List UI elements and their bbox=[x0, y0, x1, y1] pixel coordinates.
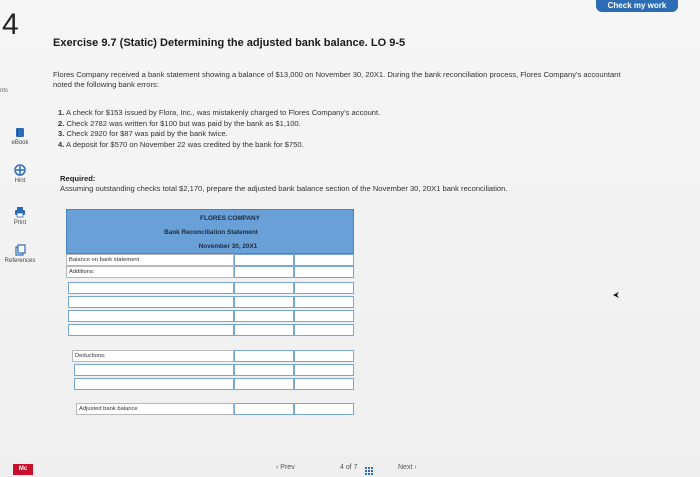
balance-amount-col1[interactable] bbox=[234, 254, 294, 266]
chevron-right-icon: › bbox=[414, 464, 417, 471]
adjusted-balance-label: Adjusted bank balance bbox=[76, 403, 234, 415]
addition-description-1[interactable] bbox=[68, 282, 234, 294]
addition-amount-2[interactable] bbox=[234, 296, 294, 308]
addition-total-1[interactable] bbox=[294, 282, 354, 294]
deduction-total-2[interactable] bbox=[294, 378, 354, 390]
deduction-description-1[interactable] bbox=[74, 364, 234, 376]
balance-label: Balance on bank statement bbox=[66, 254, 234, 266]
mouse-cursor-icon bbox=[612, 291, 620, 299]
deduction-amount-2[interactable] bbox=[234, 378, 294, 390]
sidebar-item-label: Print bbox=[13, 220, 27, 226]
list-item: 4. A deposit for $570 on November 22 was credited by the bank for $750. bbox=[58, 139, 304, 149]
required-label: Required: bbox=[60, 174, 96, 183]
chevron-left-icon: ‹ bbox=[276, 464, 279, 471]
intro-text: Flores Company received a bank statement showing a balance of $13,000 on November 30, 20X1. During the bank reconciliation process, Flores Company's accountant noted the following bank errors: bbox=[53, 70, 621, 89]
sidebar-item-print[interactable] bbox=[0, 206, 40, 226]
page-indicator: 4 of 7 bbox=[340, 464, 358, 471]
deductions-label: Deductions: bbox=[72, 350, 234, 362]
grid-icon[interactable] bbox=[365, 467, 373, 475]
deductions-header-total bbox=[294, 350, 354, 362]
sidebar-item-label: eBook bbox=[11, 140, 29, 146]
deduction-description-2[interactable] bbox=[74, 378, 234, 390]
errors-list bbox=[58, 108, 578, 150]
list-item: 1. A check for $153 issued by Flora, Inc., was mistakenly charged to Flores Company's account. bbox=[58, 108, 381, 117]
sidebar-item-ebook[interactable] bbox=[0, 126, 40, 146]
list-item: 2. Check 2782 was written for $100 but was paid by the bank as $1,100. bbox=[58, 118, 301, 128]
statement-name: Bank Reconciliation Statement bbox=[164, 229, 258, 236]
required-text: Assuming outstanding checks total $2,170, prepare the adjusted bank balance section of the November 30, 20X1 bank reconciliation. bbox=[60, 184, 508, 193]
addition-amount-4[interactable] bbox=[234, 324, 294, 336]
additions-header-amount bbox=[234, 266, 294, 278]
deductions-header-amount bbox=[234, 350, 294, 362]
addition-description-3[interactable] bbox=[68, 310, 234, 322]
hint-icon bbox=[14, 164, 26, 176]
addition-amount-1[interactable] bbox=[234, 282, 294, 294]
mcgraw-hill-logo: Mc bbox=[13, 464, 33, 475]
company-name: FLORES COMPANY bbox=[200, 215, 260, 222]
deduction-amount-1[interactable] bbox=[234, 364, 294, 376]
sidebar-item-hint[interactable] bbox=[0, 164, 40, 184]
list-item: 3. Check 2920 for $87 was paid by the bank twice. bbox=[58, 129, 228, 138]
adjusted-balance-col1[interactable] bbox=[234, 403, 294, 415]
balance-amount-input[interactable] bbox=[294, 254, 354, 266]
prev-button[interactable]: ‹ Prev bbox=[276, 464, 295, 471]
addition-description-2[interactable] bbox=[68, 296, 234, 308]
sidebar-item-label: References bbox=[4, 258, 36, 264]
check-my-work-button[interactable]: Check my work bbox=[596, 0, 678, 12]
next-button[interactable]: Next › bbox=[398, 464, 417, 471]
question-number: 4 bbox=[2, 8, 19, 41]
additions-label: Additions: bbox=[66, 266, 234, 278]
sidebar-item-references[interactable] bbox=[0, 244, 40, 264]
adjusted-balance-input[interactable] bbox=[294, 403, 354, 415]
references-icon bbox=[14, 244, 26, 256]
addition-total-3[interactable] bbox=[294, 310, 354, 322]
statement-date: November 30, 20X1 bbox=[198, 243, 258, 250]
points-label: nts bbox=[0, 88, 9, 94]
addition-total-4[interactable] bbox=[294, 324, 354, 336]
exercise-title: Exercise 9.7 (Static) Determining the adjusted bank balance. LO 9-5 bbox=[53, 37, 406, 49]
sidebar-item-label: Hint bbox=[14, 178, 26, 184]
addition-total-2[interactable] bbox=[294, 296, 354, 308]
table-header bbox=[66, 209, 354, 254]
deduction-total-1[interactable] bbox=[294, 364, 354, 376]
addition-description-4[interactable] bbox=[68, 324, 234, 336]
additions-header-total bbox=[294, 266, 354, 278]
print-icon bbox=[14, 206, 26, 218]
addition-amount-3[interactable] bbox=[234, 310, 294, 322]
book-icon bbox=[14, 126, 26, 138]
